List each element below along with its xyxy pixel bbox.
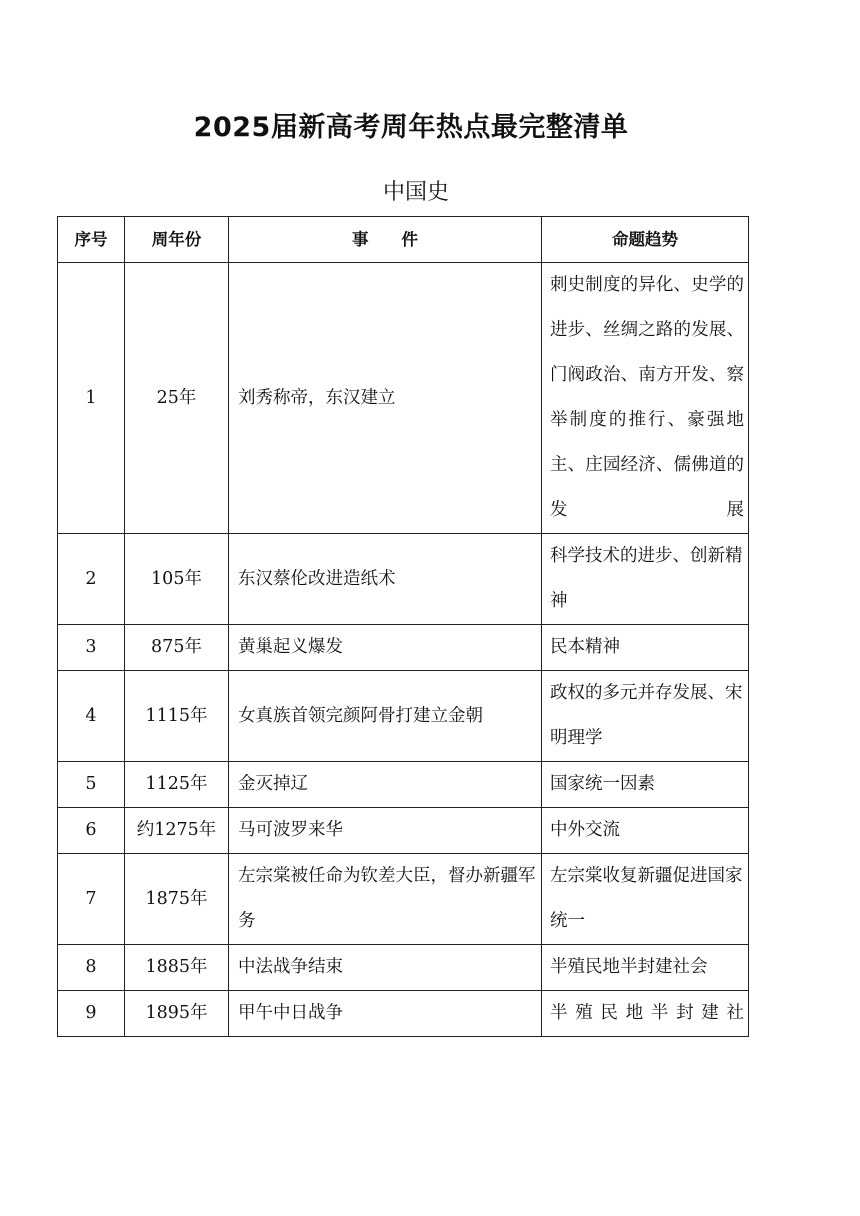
row-year: 1125年 — [125, 762, 229, 808]
row-number: 8 — [58, 945, 125, 991]
table-row — [58, 991, 749, 1037]
row-trend — [542, 671, 749, 762]
table-row — [58, 762, 749, 808]
table-row — [58, 534, 749, 625]
row-number: 7 — [58, 854, 125, 945]
row-trend-text: 半殖民地半封建社会 — [550, 957, 708, 977]
row-number: 2 — [58, 534, 125, 625]
row-year: 105年 — [125, 534, 229, 625]
row-trend-text: 科学技术的进步、创新精神 — [550, 546, 743, 611]
row-year: 1875年 — [125, 854, 229, 945]
row-event: 东汉蔡伦改进造纸术 — [229, 534, 542, 625]
row-trend — [542, 854, 749, 945]
row-year: 875年 — [125, 625, 229, 671]
row-number: 6 — [58, 808, 125, 854]
row-event — [229, 854, 542, 945]
row-number: 1 — [58, 263, 125, 534]
row-year: 约1275年 — [125, 808, 229, 854]
row-year: 1895年 — [125, 991, 229, 1037]
row-event: 女真族首领完颜阿骨打建立金朝 — [229, 671, 542, 762]
row-event: 马可波罗来华 — [229, 808, 542, 854]
row-trend — [542, 991, 749, 1037]
document-title: 2025届新高考周年热点最完整清单 — [193, 112, 629, 143]
row-trend — [542, 534, 749, 625]
row-trend — [542, 945, 749, 991]
header-year: 周年份 — [125, 217, 229, 263]
table-row — [58, 808, 749, 854]
row-trend-text: 政权的多元并存发展、宋明理学 — [550, 683, 743, 748]
row-number: 3 — [58, 625, 125, 671]
table-header-row — [58, 217, 749, 263]
row-event: 黄巢起义爆发 — [229, 625, 542, 671]
header-trend: 命题趋势 — [542, 217, 749, 263]
row-trend-text: 半殖民地半封建社 — [550, 1003, 744, 1023]
table-row — [58, 263, 749, 534]
row-year: 1115年 — [125, 671, 229, 762]
row-event: 金灭掉辽 — [229, 762, 542, 808]
row-year: 1885年 — [125, 945, 229, 991]
header-no: 序号 — [58, 217, 125, 263]
section-title: 中国史 — [382, 180, 449, 205]
row-trend-text: 刺史制度的异化、史学的进步、丝绸之路的发展、门阀政治、南方开发、察举制度的推行、豪强地主、庄园经济、儒佛道的发展 — [550, 275, 744, 520]
row-event-text: 左宗棠被任命为钦差大臣，督办新疆军务 — [238, 866, 536, 931]
row-year: 25年 — [125, 263, 229, 534]
row-trend-text: 左宗棠收复新疆促进国家统一 — [550, 866, 743, 931]
row-event: 甲午中日战争 — [229, 991, 542, 1037]
row-number: 9 — [58, 991, 125, 1037]
row-event: 刘秀称帝，东汉建立 — [229, 263, 542, 534]
row-number: 5 — [58, 762, 125, 808]
header-event: 事 件 — [229, 217, 542, 263]
row-trend-text: 中外交流 — [550, 820, 620, 840]
table-row — [58, 625, 749, 671]
row-trend-text: 国家统一因素 — [550, 774, 655, 794]
row-trend-text: 民本精神 — [550, 637, 620, 657]
anniversary-table — [57, 216, 749, 1037]
row-trend — [542, 625, 749, 671]
table-row — [58, 854, 749, 945]
row-trend — [542, 762, 749, 808]
row-trend — [542, 808, 749, 854]
row-number: 4 — [58, 671, 125, 762]
row-event: 中法战争结束 — [229, 945, 542, 991]
table-row — [58, 671, 749, 762]
table-row — [58, 945, 749, 991]
row-trend — [542, 263, 749, 534]
